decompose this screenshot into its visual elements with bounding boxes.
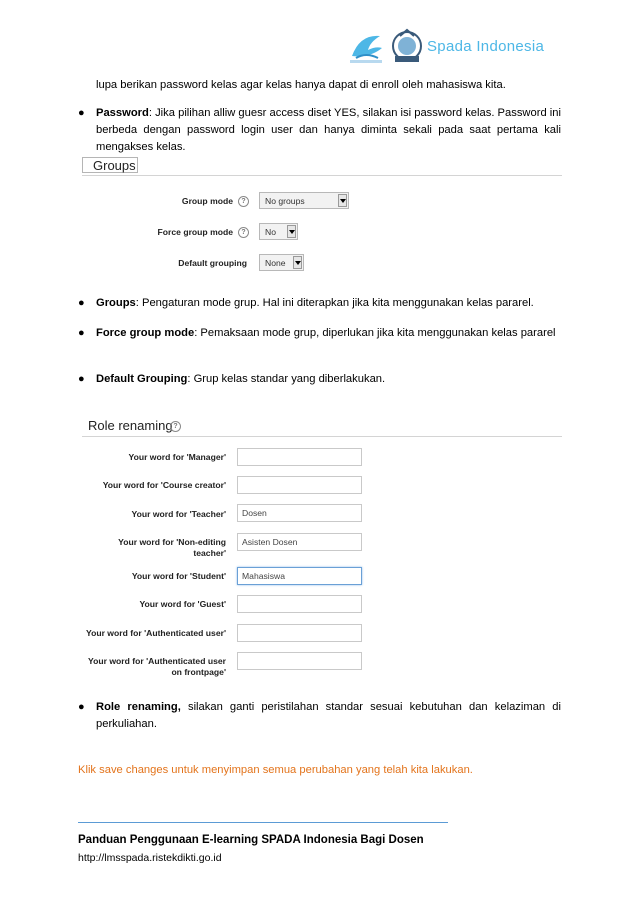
groups-divider xyxy=(82,175,562,176)
bullet-icon: ● xyxy=(78,107,85,119)
role-renaming-divider xyxy=(82,436,562,437)
footer-url[interactable]: http://lmsspada.ristekdikti.go.id xyxy=(78,852,222,864)
footer-divider xyxy=(78,822,448,823)
authenticated-user-field[interactable] xyxy=(237,624,362,642)
dropdown-arrow-icon[interactable] xyxy=(293,256,302,269)
role-renaming-section-title[interactable]: Role renaming xyxy=(88,418,173,433)
teacher-label: Your word for 'Teacher' xyxy=(131,509,226,519)
ristekdikti-logo-icon xyxy=(346,28,386,66)
password-description xyxy=(96,105,561,156)
help-icon[interactable]: ? xyxy=(238,196,249,207)
default-grouping-description xyxy=(96,371,561,388)
teacher-field[interactable]: Dosen xyxy=(237,504,362,522)
default-grouping-label: Default grouping xyxy=(178,258,247,268)
password-text: : Jika pilihan alliw guesr access diset YES, silakan isi password kelas. Password ini berbeda dengan password login user dan hanya diminta sekali pada saat pertama kali mengakses kelas. xyxy=(96,107,561,153)
non-editing-teacher-label: Your word for 'Non-editing teacher' xyxy=(118,537,226,558)
force-group-mode-term: Force group mode xyxy=(96,327,195,339)
dropdown-arrow-icon[interactable] xyxy=(287,225,296,238)
force-group-mode-text: : Pemaksaan mode grup, diperlukan jika kita menggunakan kelas pararel xyxy=(194,327,556,339)
course-creator-field[interactable] xyxy=(237,476,362,494)
bullet-icon: ● xyxy=(78,373,85,385)
bullet-icon: ● xyxy=(78,701,85,713)
authenticated-user-frontpage-label: Your word for 'Authenticated user on frontpage' xyxy=(88,656,226,677)
student-label: Your word for 'Student' xyxy=(131,571,226,581)
force-group-mode-value: No xyxy=(265,227,276,237)
group-mode-value: No groups xyxy=(265,196,305,206)
course-creator-label: Your word for 'Course creator' xyxy=(102,480,226,490)
groups-description xyxy=(96,295,561,312)
default-grouping-value: None xyxy=(265,258,286,268)
manager-label: Your word for 'Manager' xyxy=(128,452,226,462)
guest-label: Your word for 'Guest' xyxy=(139,599,226,609)
bullet-icon: ● xyxy=(78,297,85,309)
non-editing-teacher-field[interactable]: Asisten Dosen xyxy=(237,533,362,551)
bullet-icon: ● xyxy=(78,327,85,339)
footer-title: Panduan Penggunaan E-learning SPADA Indonesia Bagi Dosen xyxy=(78,834,424,846)
role-renaming-description xyxy=(96,699,561,733)
default-grouping-select[interactable] xyxy=(259,254,304,271)
force-group-mode-label: Force group mode xyxy=(157,227,233,237)
help-icon[interactable]: ? xyxy=(170,421,181,432)
guest-field[interactable] xyxy=(237,595,362,613)
default-grouping-term: Default Grouping xyxy=(96,373,188,385)
group-mode-label: Group mode xyxy=(181,196,233,206)
groups-section-title[interactable]: Groups xyxy=(93,158,136,173)
dropdown-arrow-icon[interactable] xyxy=(338,194,347,207)
seal-logo-icon xyxy=(390,26,424,66)
role-renaming-text: silakan ganti peristilahan standar sesuai kebutuhan dan kelaziman di perkuliahan. xyxy=(96,701,561,730)
groups-text: : Pengaturan mode grup. Hal ini diterapkan jika kita menggunakan kelas pararel. xyxy=(135,297,534,309)
header-logo xyxy=(346,26,566,70)
authenticated-user-label: Your word for 'Authenticated user' xyxy=(85,628,226,638)
default-grouping-text: : Grup kelas standar yang diberlakukan. xyxy=(187,373,386,385)
force-group-mode-select[interactable] xyxy=(259,223,298,240)
save-note: Klik save changes untuk menyimpan semua perubahan yang telah kita lakukan. xyxy=(78,764,473,776)
authenticated-user-frontpage-field[interactable] xyxy=(237,652,362,670)
groups-term: Groups xyxy=(96,297,136,309)
brand-name: Spada Indonesia xyxy=(427,38,545,55)
help-icon[interactable]: ? xyxy=(238,227,249,238)
intro-text: lupa berikan password kelas agar kelas hanya dapat di enroll oleh mahasiswa kita. xyxy=(96,79,506,91)
force-group-mode-description xyxy=(96,325,561,342)
manager-field[interactable] xyxy=(237,448,362,466)
student-field[interactable]: Mahasiswa xyxy=(237,567,362,585)
role-renaming-term: Role renaming, xyxy=(96,701,181,713)
group-mode-select[interactable] xyxy=(259,192,349,209)
password-term: Password xyxy=(96,107,149,119)
